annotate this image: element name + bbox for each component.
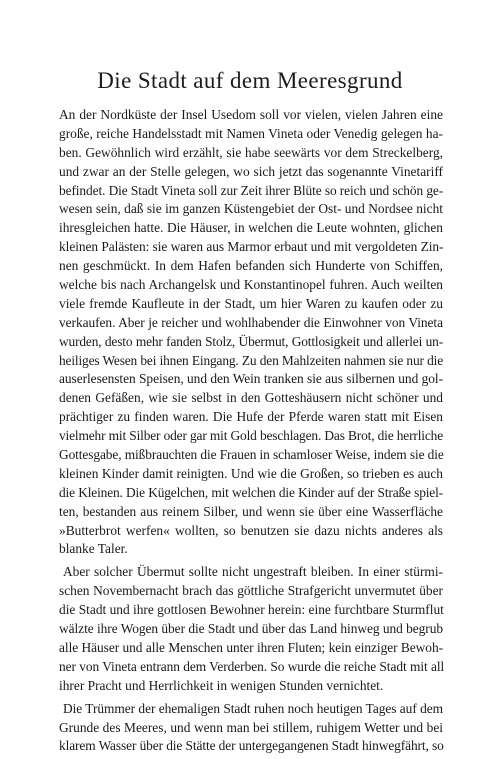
text-line: wurden, desto mehr fanden Stolz, Übermut, Gottlosigkeit und allerlei un- [59,333,443,349]
text-line: welche bis nach Archangelsk und Konstantinopel fuhren. Auch weilten [59,277,443,293]
text-line: ihrer Pracht und Herrlichkeit in wenigen Stunden vernichtet. [59,677,384,693]
text-line: klarem Wasser über die Stätte der untergegangenen Stadt hinwegfährt, so [59,738,444,754]
text-line: heiliges Wesen bei ihnen Eingang. Zu den Mahlzeiten nahmen sie nur die [59,352,443,368]
text-line: wesen sein, daß sie im ganzen Küstengebiet der Ost- und Nordsee nicht [59,201,443,217]
text-line: denen Gefäßen, wie sie selbst in den Gotteshäusern nicht schöner und [59,390,443,406]
paragraph-3 [59,700,443,757]
text-line: An der Nordküste der Insel Usedom soll vor vielen, vielen Jahren eine [59,107,443,122]
text-line: blanke Taler. [59,541,128,557]
text-line: ner von Vineta entrann dem Verderben. So wurde die reiche Stadt mit all [59,658,445,674]
text-line: kleinen Kinder damit reinigten. Und wie die Großen, so trieben es auch [59,465,443,481]
text-line: wälzte ihre Wogen über die Stadt und über das Land hinweg und begrub [59,621,443,637]
text-line: Aber solcher Übermut sollte nicht ungestraft bleiben. In einer stürmi- [63,564,443,580]
body-text [59,106,443,756]
text-line: viele fremde Kaufleute in der Stadt, um hier Waren zu kaufen oder zu [59,295,443,311]
text-line: alle Häuser und alle Menschen unter ihren Fluten; kein einziger Bewoh- [59,639,443,655]
paragraph-1 [59,106,443,559]
text-line: prächtiger zu finden waren. Die Hufe der Pferde waren statt mit Eisen [59,409,443,425]
text-line: »Butterbrot werfen« wollten, so benutzen sie dazu nichts anderes als [59,522,443,538]
text-line: die Stadt und ihre gottlosen Bewohner herein: eine furchtbare Sturmflut [59,602,444,618]
text-line: nen geschmückt. In dem Hafen befanden sich Hunderte von Schiffen, [59,258,443,274]
text-line: schen Novembernacht brach das göttliche Strafgericht unvermutet über [59,583,443,599]
text-line: vielmehr mit Silber oder gar mit Gold beschlagen. Das Brot, die herrliche [59,428,443,444]
text-line: Gottesgabe, mißbrauchten die Frauen in schamloser Weise, indem sie die [59,447,444,463]
text-line: kleinen Palästen: sie waren aus Marmor erbaut und mit vergoldeten Zin- [59,239,444,255]
text-line: auserlesensten Speisen, und den Wein tranken sie aus silbernen und gol- [59,371,443,387]
text-line: Grunde des Meeres, und wenn man bei stillem, ruhigem Wetter und bei [59,719,443,735]
paragraph-2 [59,563,443,695]
page-title: Die Stadt auf dem Meeresgrund [97,68,403,93]
text-line: befindet. Die Stadt Vineta soll zur Zeit ihrer Blüte so reich und schön ge- [59,182,444,198]
text-line: ten, bestanden aus reinem Silber, und wenn sie über eine Wasserfläche [59,503,443,519]
text-line: die Kleinen. Die Kügelchen, mit welchen die Kinder auf der Straße spiel- [59,484,443,500]
text-line: ben. Gewöhnlich wird erzählt, sie habe seewärts vor dem Streckelberg, [59,144,443,160]
text-line: und zwar an der Stelle gelegen, wo sich jetzt das sogenannte Vinetariff [59,163,443,179]
text-line: große, reiche Handelsstadt mit Namen Vineta oder Venedig gelegen ha- [59,125,443,141]
text-line: ihresgleichen hatte. Die Häuser, in welchen die Leute wohnten, glichen [59,220,443,236]
text-line: verkaufen. Aber je reicher und wohlhabender die Einwohner von Vineta [59,314,443,330]
text-line: Die Trümmer der ehemaligen Stadt ruhen noch heutigen Tages auf dem [63,700,443,716]
